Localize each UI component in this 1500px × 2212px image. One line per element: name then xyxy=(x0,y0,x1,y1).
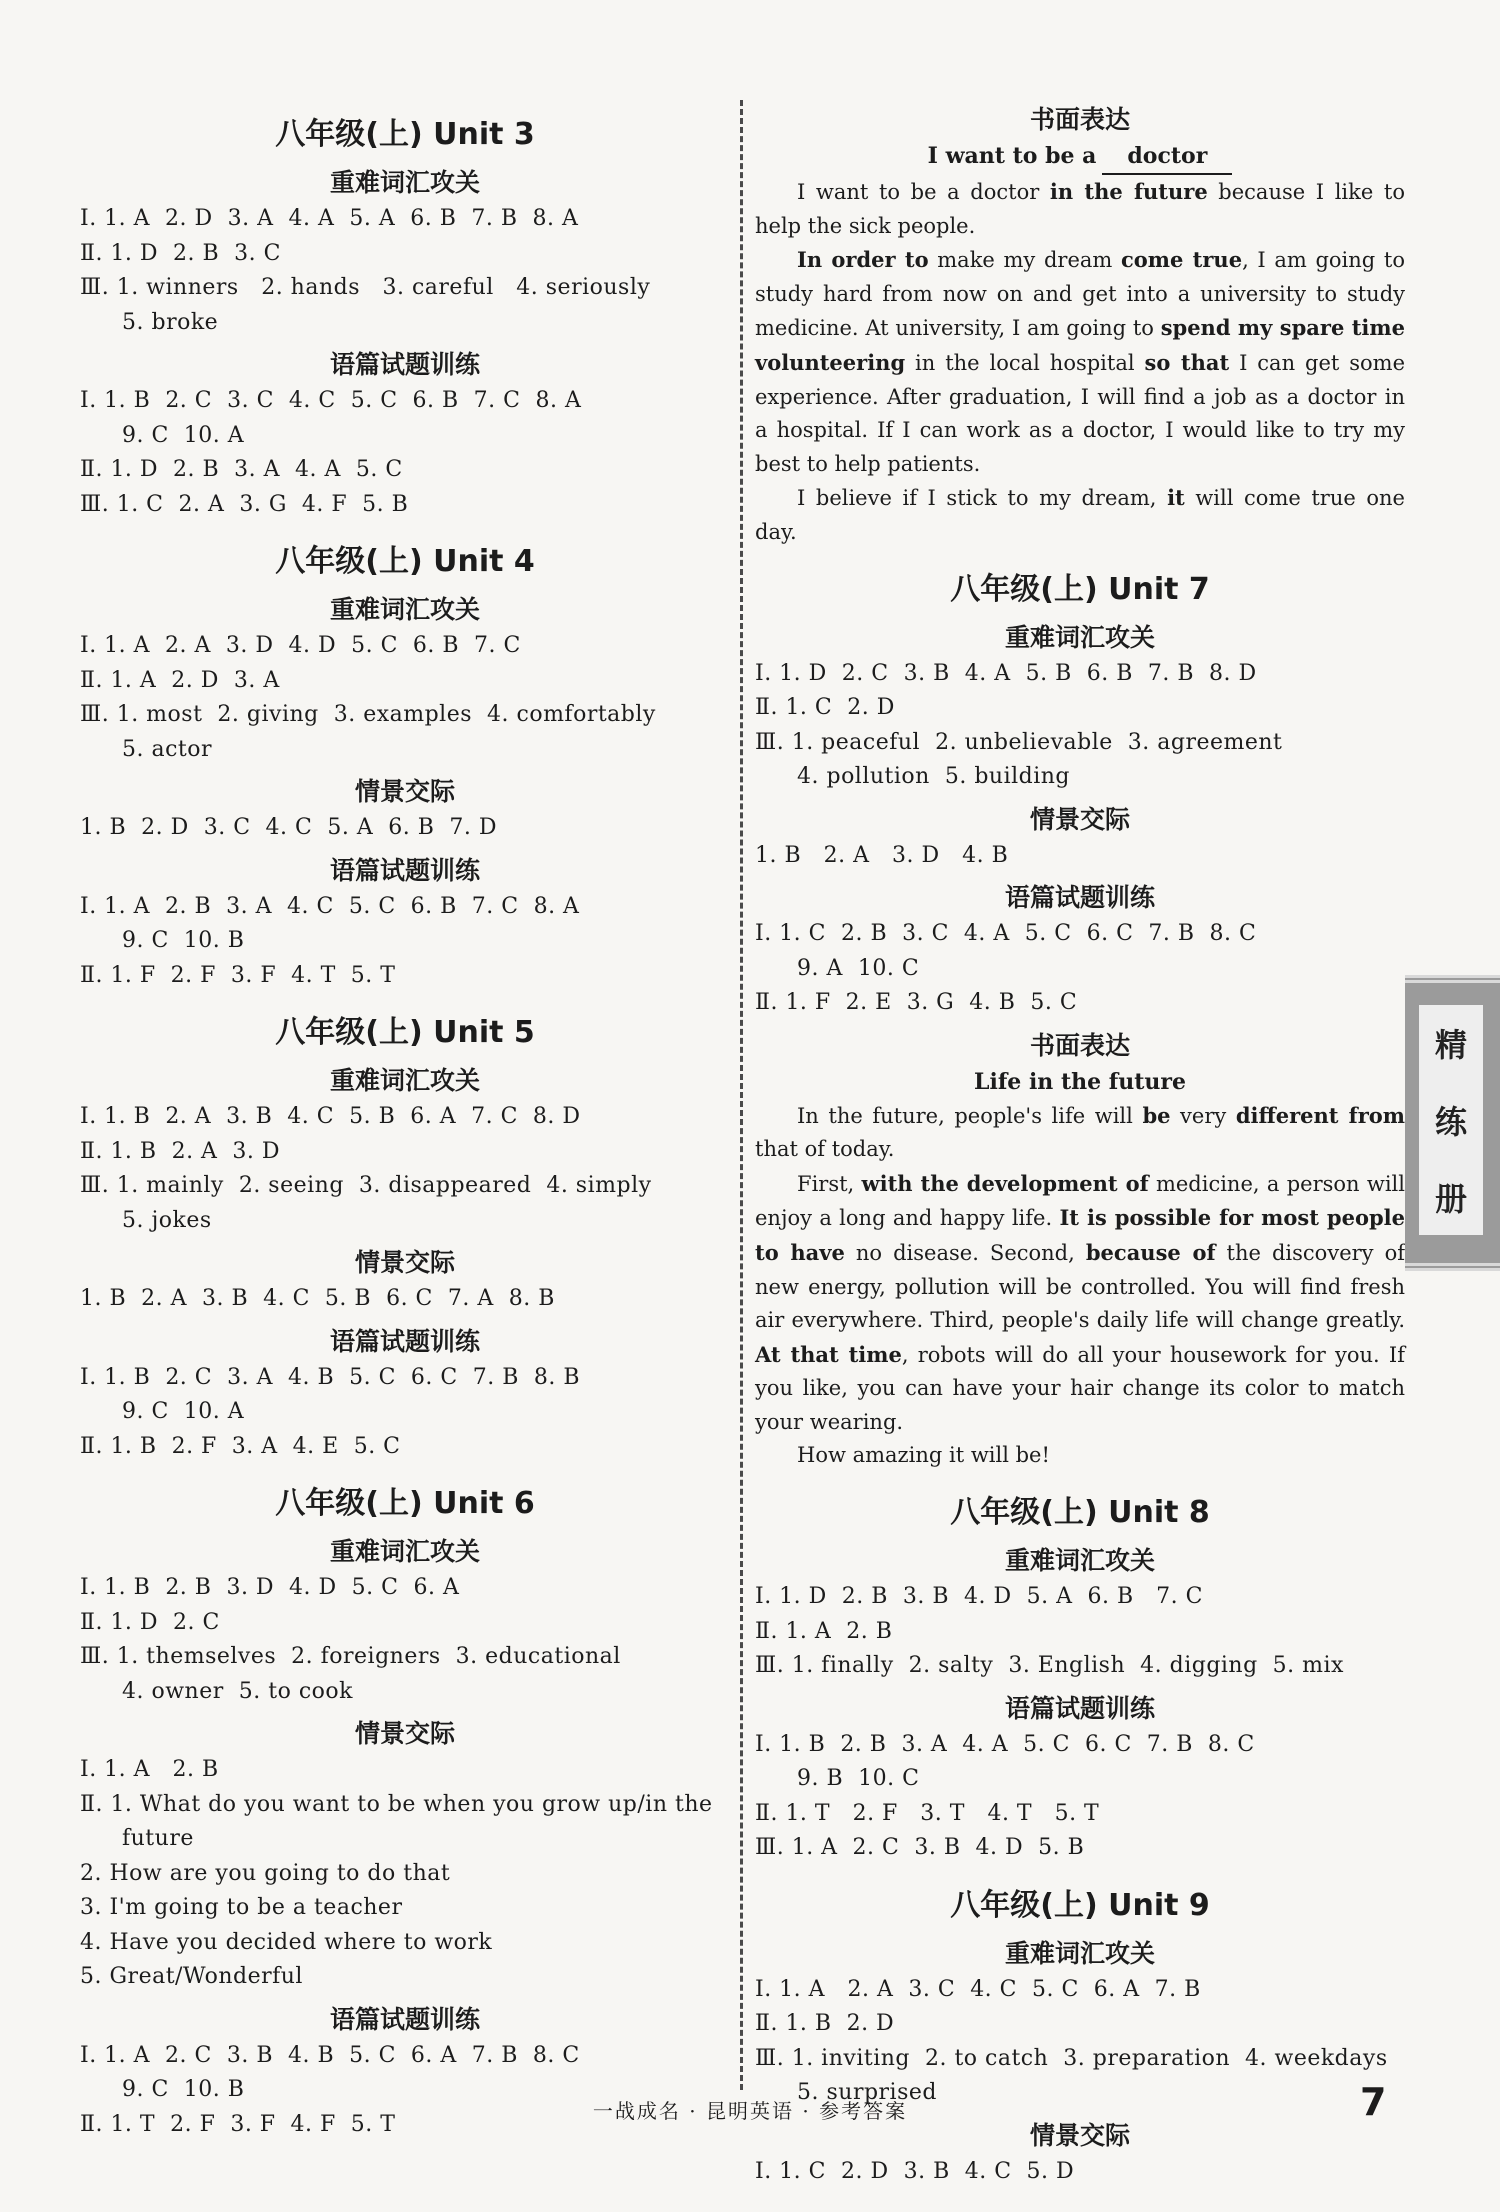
situation-section-title: 情景交际 xyxy=(354,1719,455,1748)
unit7-section xyxy=(755,564,1405,1474)
answer-line: Ⅰ. 1. A 2. B 3. A 4. C 5. C 6. B 7. C 8. A xyxy=(80,893,580,919)
bold-phrase: with the development of xyxy=(861,1170,1149,1196)
answer-line: Ⅲ. 1. finally 2. salty 3. English 4. digging 5. mix xyxy=(755,1653,1344,1679)
unit-title: 八年级(上) Unit 9 xyxy=(950,1887,1210,1923)
answer-line: Ⅰ. 1. C 2. B 3. C 4. A 5. C 6. C 7. B 8. C xyxy=(755,921,1257,947)
unit-title: 八年级(上) Unit 8 xyxy=(950,1495,1210,1531)
bold-phrase: it xyxy=(1167,485,1185,511)
answer-line: Ⅰ. 1. A 2. B xyxy=(80,1757,219,1782)
unit-title: 八年级(上) Unit 5 xyxy=(275,1015,535,1050)
essay-heading xyxy=(755,139,1405,175)
answer-line: Ⅰ. 1. B 2. B 3. A 4. A 5. C 6. C 7. B 8. C xyxy=(755,1731,1255,1757)
text-run: How amazing it will be! xyxy=(797,1443,1050,1468)
situation-section-title: 情景交际 xyxy=(1029,2120,1130,2150)
answer-line: Ⅱ. 1. F 2. F 3. F 4. T 5. T xyxy=(80,962,396,988)
unit5-section xyxy=(80,1007,730,1464)
unit-title: 八年级(上) Unit 3 xyxy=(275,117,535,152)
text-run: in the local hospital xyxy=(905,350,1145,375)
unit4-section xyxy=(80,536,730,993)
answer-line: Ⅰ. 1. A 2. A 3. D 4. D 5. C 6. B 7. C xyxy=(80,633,521,658)
text-run: I want to be a doctor xyxy=(797,180,1050,204)
vocab-section-title: 重难词汇攻关 xyxy=(329,168,480,197)
answer-line: 4. owner 5. to cook xyxy=(122,1678,353,1704)
side-tab-label xyxy=(1419,1005,1483,1235)
answer-line: Ⅰ. 1. D 2. B 3. B 4. D 5. A 6. B 7. C xyxy=(755,1584,1203,1610)
answer-line: Ⅲ. 1. peaceful 2. unbelievable 3. agreement xyxy=(755,729,1283,755)
bold-phrase: In order to xyxy=(797,247,929,273)
bold-phrase: so that xyxy=(1144,349,1230,375)
answer-line: Ⅰ. 1. A 2. C 3. B 4. B 5. C 6. A 7. B 8. C xyxy=(80,2042,580,2068)
essay-heading-prefix: I want to be a xyxy=(927,143,1097,169)
reading-section-title: 语篇试题训练 xyxy=(329,1326,480,1356)
answer-line: Ⅱ. 1. A 2. D 3. A xyxy=(80,667,280,693)
answer-line: 9. B 10. C xyxy=(797,1766,920,1792)
vocab-section-title: 重难词汇攻关 xyxy=(329,1537,480,1566)
bold-phrase: come true xyxy=(1120,247,1243,273)
text-run: I believe if I stick to my dream, xyxy=(797,486,1168,511)
answer-line: Ⅰ. 1. B 2. A 3. B 4. C 5. B 6. A 7. C 8. D xyxy=(80,1104,581,1129)
situation-section-title: 情景交际 xyxy=(354,777,455,806)
reading-section-title: 语篇试题训练 xyxy=(1004,1693,1155,1723)
answer-line: Ⅲ. 1. themselves 2. foreigners 3. educational xyxy=(80,1644,621,1669)
essay-paragraph xyxy=(755,1167,1405,1440)
page-number: 7 xyxy=(1360,2080,1387,2124)
text-run: , robots will do all your housework for you. If you like, you can have your hair change its color to match your wearing. xyxy=(755,1342,1405,1434)
answer-line: 5. Great/Wonderful xyxy=(80,1964,303,1989)
answer-line: 9. C 10. B xyxy=(122,928,245,953)
column-divider xyxy=(740,100,743,2090)
text-run: I can get some experience. After graduation, I will find a job as a doctor in a hospital. If I can work as a doctor, I would like to try my best to help patients. xyxy=(755,350,1406,476)
answer-line: Ⅲ. 1. A 2. C 3. B 4. D 5. B xyxy=(755,1835,1085,1861)
answer-line: 9. C 10. A xyxy=(122,1399,245,1424)
unit-title: 八年级(上) Unit 7 xyxy=(950,571,1210,607)
bold-phrase: different from xyxy=(1235,1102,1406,1128)
answer-line: Ⅱ. 1. F 2. E 3. G 4. B 5. C xyxy=(755,990,1078,1016)
essay-paragraph xyxy=(755,1439,1405,1473)
text-run: very xyxy=(1170,1103,1236,1128)
answer-line: 9. A 10. C xyxy=(797,955,920,981)
side-tab-char: 练 xyxy=(1434,1102,1467,1141)
text-run: no disease. Second, xyxy=(844,1240,1086,1265)
answer-line: Ⅰ. 1. A 2. A 3. C 4. C 5. C 6. A 7. B xyxy=(755,1976,1201,2002)
bold-phrase: be xyxy=(1142,1102,1171,1128)
answer-line: 4. Have you decided where to work xyxy=(80,1929,493,1955)
text-run: because I like to help the sick people. xyxy=(755,180,1405,238)
answer-line: Ⅰ. 1. A 2. D 3. A 4. A 5. A 6. B 7. B 8. A xyxy=(80,206,579,231)
answer-line: Ⅱ. 1. D 2. C xyxy=(80,1609,220,1635)
answer-line: Ⅰ. 1. B 2. C 3. C 4. C 5. C 6. B 7. C 8. A xyxy=(80,388,582,413)
side-tab-char: 精 xyxy=(1434,1026,1467,1065)
footer-text: 一战成名 · 昆明英语 · 参考答案 xyxy=(592,2099,908,2123)
answer-line: 1. B 2. D 3. C 4. C 5. A 6. B 7. D xyxy=(80,815,497,840)
right-column xyxy=(755,100,1405,2189)
vocab-section-title: 重难词汇攻关 xyxy=(1004,1938,1155,1968)
essay-paragraph xyxy=(755,481,1405,549)
text-run: First, xyxy=(797,1171,862,1196)
answer-line: Ⅱ. 1. T 2. F 3. F 4. F 5. T xyxy=(80,2111,396,2137)
answer-line: 5. surprised xyxy=(797,2080,937,2106)
answer-line: Ⅲ. 1. inviting 2. to catch 3. preparation 4. weekdays xyxy=(755,2045,1388,2071)
text-run: make my dream xyxy=(928,248,1121,273)
answer-line: Ⅱ. 1. B 2. F 3. A 4. E 5. C xyxy=(80,1433,401,1459)
answer-line: Ⅰ. 1. B 2. C 3. A 4. B 5. C 6. C 7. B 8. B xyxy=(80,1364,581,1390)
answer-line: 9. C 10. A xyxy=(122,422,245,448)
unit8-section xyxy=(755,1487,1405,1866)
answer-line: Ⅲ. 1. C 2. A 3. G 4. F 5. B xyxy=(80,491,409,517)
bold-phrase: because of xyxy=(1085,1239,1216,1265)
text-run: , I am going to study hard from now on and get into a university to study medicine. At university, I am going to xyxy=(755,248,1405,341)
text-run: medicine, a person will enjoy a long and happy life. xyxy=(755,1171,1405,1231)
answer-line: Ⅲ. 1. mainly 2. seeing 3. disappeared 4. simply xyxy=(80,1173,652,1198)
vocab-section-title: 重难词汇攻关 xyxy=(1004,1546,1155,1576)
answer-line: Ⅱ. 1. What do you want to be when you grow up/in the xyxy=(80,1791,713,1817)
writing-section-title: 书面表达 xyxy=(1029,105,1130,134)
answer-line: 5. jokes xyxy=(122,1207,212,1233)
answer-line: Ⅲ. 1. most 2. giving 3. examples 4. comfortably xyxy=(80,702,656,727)
essay-paragraph xyxy=(755,175,1405,243)
unit3-section xyxy=(80,109,730,522)
bold-phrase: It is possible for most people to have xyxy=(755,1205,1405,1265)
side-tab xyxy=(1405,975,1500,1271)
answer-line: Ⅱ. 1. C 2. D xyxy=(755,695,895,721)
answer-line: 1. B 2. A 3. B 4. C 5. B 6. C 7. A 8. B xyxy=(80,1286,555,1311)
essay-heading: Life in the future xyxy=(974,1068,1186,1095)
vocab-section-title: 重难词汇攻关 xyxy=(329,1066,480,1095)
answer-line: Ⅰ. 1. B 2. B 3. D 4. D 5. C 6. A xyxy=(80,1575,460,1600)
answer-line: Ⅱ. 1. B 2. A 3. D xyxy=(80,1138,281,1164)
unit9-section xyxy=(755,1880,1405,2190)
answer-line: Ⅱ. 1. D 2. B 3. C xyxy=(80,240,282,266)
answer-line: Ⅱ. 1. B 2. D xyxy=(755,2011,895,2037)
reading-section-title: 语篇试题训练 xyxy=(329,2004,480,2034)
text-run: will come true one day. xyxy=(755,486,1405,544)
vocab-section-title: 重难词汇攻关 xyxy=(329,595,480,624)
bold-phrase: spend my spare time volunteering xyxy=(755,315,1405,375)
answer-line: 3. I'm going to be a teacher xyxy=(80,1895,403,1920)
unit6-writing-section xyxy=(755,100,1405,550)
answer-line: Ⅱ. 1. D 2. B 3. A 4. A 5. C xyxy=(80,457,403,482)
reading-section-title: 语篇试题训练 xyxy=(329,855,480,885)
answer-line: 5. broke xyxy=(122,309,219,335)
text-run: that of today. xyxy=(755,1137,895,1162)
essay-heading-blank: doctor xyxy=(1102,139,1232,175)
side-tab-char: 册 xyxy=(1434,1179,1467,1218)
answer-line: 1. B 2. A 3. D 4. B xyxy=(755,842,1009,868)
answer-line: Ⅰ. 1. D 2. C 3. B 4. A 5. B 6. B 7. B 8. D xyxy=(755,660,1257,686)
answer-line: Ⅱ. 1. T 2. F 3. T 4. T 5. T xyxy=(755,1800,1100,1826)
unit6-section xyxy=(80,1478,730,2142)
bold-phrase: At that time xyxy=(755,1341,902,1367)
answer-line: future xyxy=(122,1826,194,1851)
answer-line: 2. How are you going to do that xyxy=(80,1860,451,1886)
essay-paragraph xyxy=(755,243,1405,481)
answer-line: 4. pollution 5. building xyxy=(797,764,1071,790)
vocab-section-title: 重难词汇攻关 xyxy=(1004,622,1155,652)
unit-title: 八年级(上) Unit 4 xyxy=(275,544,535,579)
answer-line: 9. C 10. B xyxy=(122,2077,245,2102)
text-run: the discovery of new energy, pollution will be controlled. You will find fresh air everywhere. Third, people's daily life will change greatly. xyxy=(755,1240,1405,1333)
left-column xyxy=(80,95,730,2142)
situation-section-title: 情景交际 xyxy=(354,1248,455,1277)
answer-line: Ⅱ. 1. A 2. B xyxy=(755,1618,893,1644)
unit-title: 八年级(上) Unit 6 xyxy=(275,1486,535,1521)
reading-section-title: 语篇试题训练 xyxy=(329,350,480,379)
reading-section-title: 语篇试题训练 xyxy=(1004,883,1155,913)
text-run: In the future, people's life will xyxy=(797,1103,1143,1128)
answer-line: Ⅰ. 1. C 2. D 3. B 4. C 5. D xyxy=(755,2158,1075,2184)
bold-phrase: in the future xyxy=(1049,179,1208,204)
writing-section-title: 书面表达 xyxy=(1029,1030,1130,1060)
answer-line: Ⅲ. 1. winners 2. hands 3. careful 4. seriously xyxy=(80,275,651,300)
situation-section-title: 情景交际 xyxy=(1029,804,1130,834)
essay-paragraph xyxy=(755,1099,1405,1167)
answer-line: 5. actor xyxy=(122,736,213,762)
